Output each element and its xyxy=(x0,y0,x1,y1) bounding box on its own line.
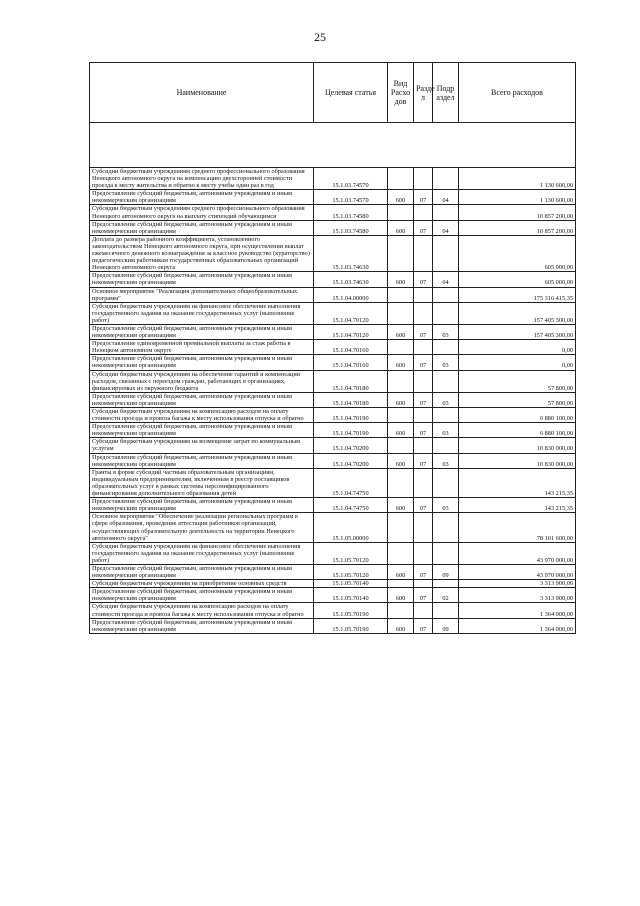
row-section xyxy=(414,340,433,355)
table-header-row xyxy=(90,63,576,123)
blank-cell xyxy=(90,123,576,168)
row-type: 600 xyxy=(388,423,414,438)
row-subsection: 04 xyxy=(433,272,459,287)
row-total: 57 800,00 xyxy=(459,392,576,407)
row-section xyxy=(414,302,433,324)
row-total: 10 830 000,00 xyxy=(459,438,576,453)
row-section xyxy=(414,168,433,190)
row-section xyxy=(414,603,433,618)
table-row xyxy=(90,498,576,513)
row-type: 600 xyxy=(388,355,414,370)
row-name: Субсидии бюджетным учреждениям среднего профессионального образования Ненецкого автономного округа на выплату стипендий обучающимся xyxy=(90,205,314,220)
row-type xyxy=(388,370,414,392)
row-subsection: 09 xyxy=(433,564,459,579)
table-row xyxy=(90,588,576,603)
row-total: 143 215,35 xyxy=(459,468,576,497)
row-section xyxy=(414,235,433,271)
row-section xyxy=(414,370,433,392)
row-section: 07 xyxy=(414,618,433,633)
budget-table xyxy=(89,62,576,634)
table-row xyxy=(90,423,576,438)
row-total: 10 830 000,00 xyxy=(459,453,576,468)
row-name: Предоставление субсидий бюджетным, автономным учреждениям и иным некоммерческим организациям xyxy=(90,588,314,603)
table-row xyxy=(90,340,576,355)
row-target: 15.1.05.70140 xyxy=(314,580,388,588)
row-total: 3 313 900,00 xyxy=(459,588,576,603)
row-target: 15.1.04.70120 xyxy=(314,324,388,339)
row-name: Основное мероприятие "Обеспечение реализации региональных программ в сфере образования, проведение аттестации работников организаций, осуществляющих образовательную деятельность на территории Ненецкого автономного округа" xyxy=(90,513,314,542)
row-target: 15.1.03.74570 xyxy=(314,168,388,190)
row-section xyxy=(414,542,433,564)
table-row xyxy=(90,205,576,220)
row-subsection: 03 xyxy=(433,324,459,339)
row-subsection: 03 xyxy=(433,423,459,438)
table-row xyxy=(90,453,576,468)
row-type: 600 xyxy=(388,272,414,287)
row-subsection: 03 xyxy=(433,453,459,468)
row-type xyxy=(388,168,414,190)
row-subsection xyxy=(433,340,459,355)
row-type: 600 xyxy=(388,453,414,468)
header-type: Вид Расхо дов xyxy=(388,63,414,123)
row-section: 07 xyxy=(414,453,433,468)
row-section xyxy=(414,287,433,302)
row-subsection xyxy=(433,580,459,588)
row-total: 1 130 600,00 xyxy=(459,168,576,190)
row-section xyxy=(414,513,433,542)
header-name: Наименование xyxy=(90,63,314,123)
header-subsection: Подр аздел xyxy=(433,63,459,123)
table-row xyxy=(90,408,576,423)
row-section: 07 xyxy=(414,272,433,287)
row-type: 600 xyxy=(388,324,414,339)
row-total: 143 215,35 xyxy=(459,498,576,513)
row-subsection xyxy=(433,287,459,302)
row-name: Предоставление субсидий бюджетным, автономным учреждениям и иным некоммерческим организациям xyxy=(90,190,314,205)
row-target: 15.1.03.74630 xyxy=(314,272,388,287)
table-row xyxy=(90,438,576,453)
row-type: 600 xyxy=(388,564,414,579)
row-section xyxy=(414,408,433,423)
table-row xyxy=(90,370,576,392)
row-target: 15.1.04.70160 xyxy=(314,355,388,370)
row-subsection xyxy=(433,408,459,423)
row-type xyxy=(388,408,414,423)
row-subsection xyxy=(433,542,459,564)
row-subsection: 02 xyxy=(433,588,459,603)
row-total: 6 880 100,00 xyxy=(459,423,576,438)
row-section: 07 xyxy=(414,355,433,370)
row-name: Гранты в форме субсидий частным образовательным организациям, индивидуальным предпринимателям, включенным в реестр поставщиков образовательных услуг в рамках системы персонифицированного финансирования дополнительного образования детей xyxy=(90,468,314,497)
row-section: 07 xyxy=(414,564,433,579)
row-subsection xyxy=(433,468,459,497)
row-name: Предоставление субсидий бюджетным, автономным учреждениям и иным некоммерческим организациям xyxy=(90,220,314,235)
header-target: Целевая статья xyxy=(314,63,388,123)
row-section: 07 xyxy=(414,190,433,205)
row-target: 15.1.04.70180 xyxy=(314,370,388,392)
table-row xyxy=(90,355,576,370)
row-target: 15.1.04.70160 xyxy=(314,340,388,355)
row-total: 1 130 600,00 xyxy=(459,190,576,205)
row-name: Доплата до размера районного коэффициента, установленного законодательством Ненецкого автономного округа, при осуществлении выплат ежемесячного денежного вознаграждения за классное руководство (кураторство) педагогическим работникам государственных образовательных организаций Ненецкого автономного округа xyxy=(90,235,314,271)
row-type xyxy=(388,287,414,302)
row-type xyxy=(388,235,414,271)
header-section: Разде л xyxy=(414,63,433,123)
row-target: 15.1.03.74580 xyxy=(314,205,388,220)
row-type xyxy=(388,205,414,220)
row-total: 3 313 900,00 xyxy=(459,580,576,588)
row-name: Основное мероприятие "Реализация дополнительных общеобразовательных программ" xyxy=(90,287,314,302)
page-number: 25 xyxy=(314,30,326,44)
row-section xyxy=(414,580,433,588)
table-row xyxy=(90,564,576,579)
row-name: Предоставление субсидий бюджетным, автономным учреждениям и иным некоммерческим организациям xyxy=(90,272,314,287)
row-name: Предоставление субсидий бюджетным, автономным учреждениям и иным некоммерческим организациям xyxy=(90,392,314,407)
row-subsection xyxy=(433,438,459,453)
row-name: Субсидии бюджетным учреждениям на финансовое обеспечение выполнения государственного задания на оказание государственных услуг (выполнение работ) xyxy=(90,542,314,564)
table-row xyxy=(90,235,576,271)
row-type: 600 xyxy=(388,588,414,603)
row-subsection xyxy=(433,302,459,324)
row-target: 15.1.05.70190 xyxy=(314,603,388,618)
row-section: 07 xyxy=(414,220,433,235)
row-subsection xyxy=(433,513,459,542)
row-name: Субсидии бюджетным учреждениям на компенсацию расходов на оплату стоимости проезда и провоза багажа к месту использования отпуска и обратно xyxy=(90,408,314,423)
row-name: Предоставление субсидий бюджетным, автономным учреждениям и иным некоммерческим организациям xyxy=(90,453,314,468)
table-row xyxy=(90,272,576,287)
row-target: 15.1.04.70120 xyxy=(314,302,388,324)
row-total: 605 000,00 xyxy=(459,235,576,271)
row-name: Предоставление субсидий бюджетным, автономным учреждениям и иным некоммерческим организациям xyxy=(90,564,314,579)
row-name: Субсидии бюджетным учреждениям на обеспечение гарантий и компенсации расходов, связанных с переездом граждан, работающих в организациях, финансируемых из окружного бюджета xyxy=(90,370,314,392)
row-type xyxy=(388,603,414,618)
row-subsection: 04 xyxy=(433,220,459,235)
table-row xyxy=(90,618,576,633)
table-row xyxy=(90,392,576,407)
row-subsection xyxy=(433,235,459,271)
row-total: 1 364 000,00 xyxy=(459,618,576,633)
table-body xyxy=(90,123,576,634)
row-target: 15.1.03.74570 xyxy=(314,190,388,205)
row-section: 07 xyxy=(414,324,433,339)
row-type: 600 xyxy=(388,498,414,513)
row-type: 600 xyxy=(388,618,414,633)
row-type xyxy=(388,340,414,355)
row-section: 07 xyxy=(414,423,433,438)
row-subsection: 03 xyxy=(433,498,459,513)
row-name: Предоставление субсидий бюджетным, автономным учреждениям и иным некоммерческим организациям xyxy=(90,324,314,339)
row-subsection: 03 xyxy=(433,355,459,370)
row-total: 1 364 000,00 xyxy=(459,603,576,618)
row-target: 15.1.04.74750 xyxy=(314,498,388,513)
row-subsection: 09 xyxy=(433,618,459,633)
row-total: 10 857 200,00 xyxy=(459,220,576,235)
row-target: 15.1.04.70200 xyxy=(314,453,388,468)
row-target: 15.1.04.70180 xyxy=(314,392,388,407)
row-target: 15.1.04.70190 xyxy=(314,423,388,438)
row-section: 07 xyxy=(414,588,433,603)
row-name: Предоставление субсидий бюджетным, автономным учреждениям и иным некоммерческим организациям xyxy=(90,498,314,513)
row-target: 15.1.05.70190 xyxy=(314,618,388,633)
row-target: 15.1.05.70120 xyxy=(314,564,388,579)
row-target: 15.1.04.70190 xyxy=(314,408,388,423)
row-section: 07 xyxy=(414,498,433,513)
row-total: 175 316 415,35 xyxy=(459,287,576,302)
row-target: 15.1.04.74750 xyxy=(314,468,388,497)
row-subsection xyxy=(433,205,459,220)
row-total: 0,00 xyxy=(459,340,576,355)
row-name: Субсидии бюджетным учреждениям среднего профессионального образования Ненецкого автономного округа на компенсацию двухсторонней стоимости проезда к месту жительства и обратно к месту учебы один раз в год xyxy=(90,168,314,190)
row-total: 78 101 600,00 xyxy=(459,513,576,542)
row-section: 07 xyxy=(414,392,433,407)
header-total: Всего расходов xyxy=(459,63,576,123)
row-total: 157 405 300,00 xyxy=(459,324,576,339)
row-type: 600 xyxy=(388,220,414,235)
row-subsection: 04 xyxy=(433,190,459,205)
row-total: 57 800,00 xyxy=(459,370,576,392)
row-subsection xyxy=(433,370,459,392)
row-target: 15.1.03.74580 xyxy=(314,220,388,235)
row-target: 15.1.05.00000 xyxy=(314,513,388,542)
row-name: Предоставление субсидий бюджетным, автономным учреждениям и иным некоммерческим организациям xyxy=(90,618,314,633)
row-type xyxy=(388,542,414,564)
row-section xyxy=(414,468,433,497)
row-name: Субсидии бюджетным учреждениям на приобретение основных средств xyxy=(90,580,314,588)
table-row xyxy=(90,287,576,302)
row-type xyxy=(388,580,414,588)
table-row xyxy=(90,542,576,564)
table-row xyxy=(90,468,576,497)
blank-row xyxy=(90,123,576,168)
row-type: 600 xyxy=(388,392,414,407)
row-target: 15.1.05.70120 xyxy=(314,542,388,564)
row-subsection xyxy=(433,168,459,190)
row-target: 15.1.04.70200 xyxy=(314,438,388,453)
row-total: 10 857 200,00 xyxy=(459,205,576,220)
table-row xyxy=(90,168,576,190)
row-total: 43 970 000,00 xyxy=(459,542,576,564)
table-row xyxy=(90,190,576,205)
row-name: Предоставление субсидий бюджетным, автономным учреждениям и иным некоммерческим организациям xyxy=(90,423,314,438)
table-row xyxy=(90,603,576,618)
row-section xyxy=(414,438,433,453)
table-row xyxy=(90,580,576,588)
table-row xyxy=(90,324,576,339)
row-target: 15.1.05.70140 xyxy=(314,588,388,603)
row-target: 15.1.03.74630 xyxy=(314,235,388,271)
row-subsection xyxy=(433,603,459,618)
row-type xyxy=(388,468,414,497)
row-total: 6 880 100,00 xyxy=(459,408,576,423)
row-total: 43 970 000,00 xyxy=(459,564,576,579)
table-row xyxy=(90,302,576,324)
row-subsection: 03 xyxy=(433,392,459,407)
row-name: Предоставление единовременной премиальной выплаты за стаж работы в Ненецком автономном округе xyxy=(90,340,314,355)
row-type xyxy=(388,438,414,453)
row-name: Предоставление субсидий бюджетным, автономным учреждениям и иным некоммерческим организациям xyxy=(90,355,314,370)
row-total: 605 000,00 xyxy=(459,272,576,287)
row-name: Субсидии бюджетным учреждениям на компенсацию расходов на оплату стоимости проезда и провоза багажа к месту использования отпуска и обратно xyxy=(90,603,314,618)
row-target: 15.1.04.00000 xyxy=(314,287,388,302)
row-section xyxy=(414,205,433,220)
row-name: Субсидии бюджетным учреждениям на возмещение затрат по коммунальным услугам xyxy=(90,438,314,453)
row-type: 600 xyxy=(388,190,414,205)
row-total: 0,00 xyxy=(459,355,576,370)
row-name: Субсидии бюджетным учреждениям на финансовое обеспечение выполнения государственного задания на оказание государственных услуг (выполнение работ) xyxy=(90,302,314,324)
row-type xyxy=(388,513,414,542)
row-type xyxy=(388,302,414,324)
table-row xyxy=(90,513,576,542)
table-row xyxy=(90,220,576,235)
row-total: 157 405 300,00 xyxy=(459,302,576,324)
